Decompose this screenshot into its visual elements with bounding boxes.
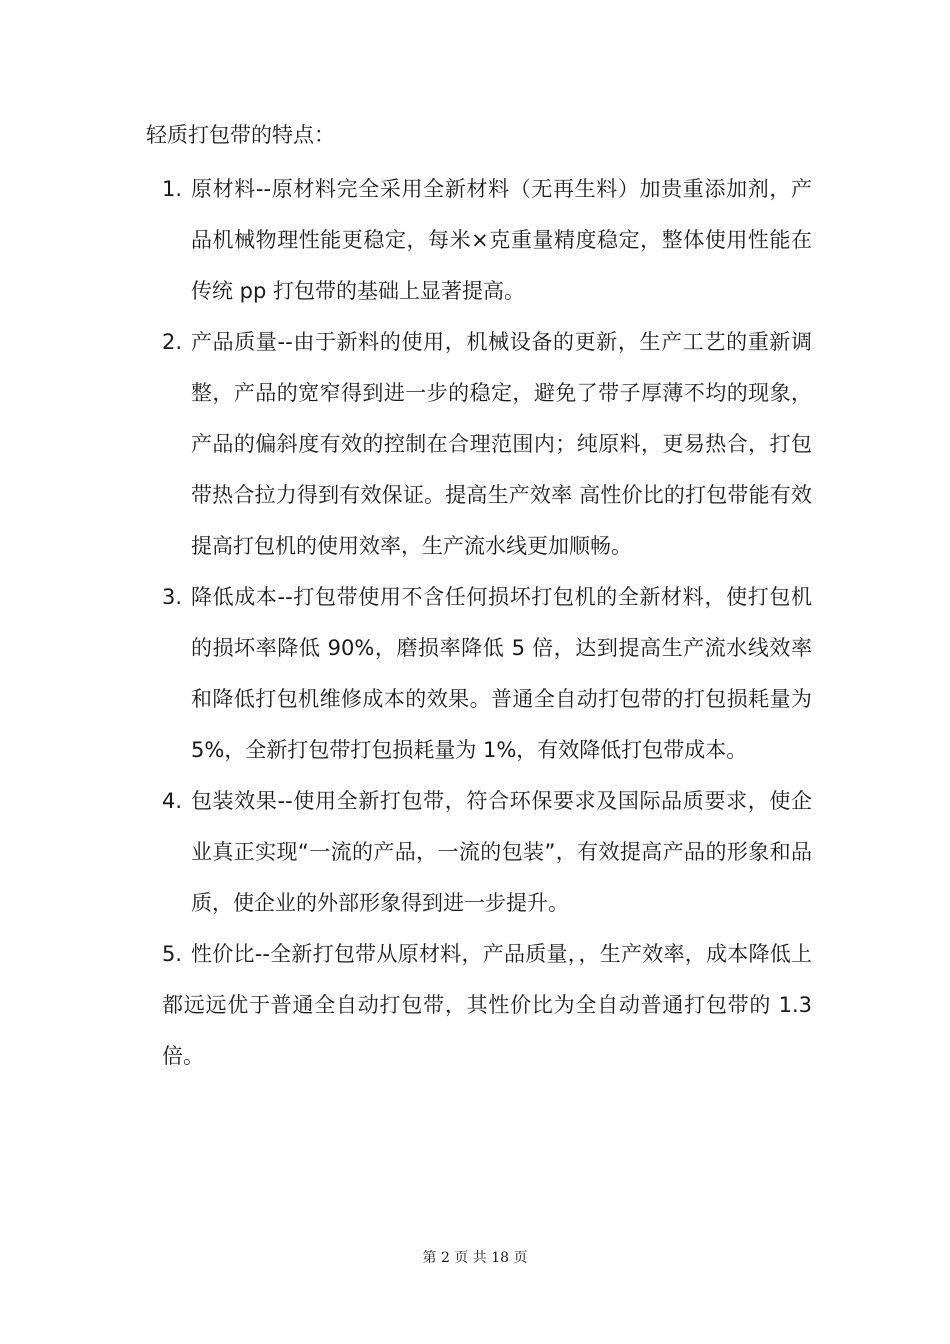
list-item-number: 2. <box>162 330 183 354</box>
list-item-number: 5. <box>162 942 183 966</box>
page-footer: 第 2 页 共 18 页 <box>422 1250 528 1266</box>
list-item-number: 1. <box>162 177 183 201</box>
list-item-text: 包装效果--使用全新打包带，符合环保要求及国际品质要求，使企业真正实现“一流的产品，一流的包装”，有效提高产品的形象和品质，使企业的外部形象得到进一步提升。 <box>191 789 812 915</box>
list-item-text: 降低成本--打包带使用不含任何损坏打包机的全新材料，使打包机的损坏率降低 90%，磨损率降低 5 倍，达到提高生产流水线效率和降低打包机维修成本的效果。普通全自动打包带的打包损耗量为 5%，全新打包带打包损耗量为 1%，有效降低打包带成本。 <box>191 585 812 762</box>
list-item-text: 性价比--全新打包带从原材料，产品质量，，生产效率，成本降低上都远远优于普通全自动打包带，其性价比为全自动普通打包带的 1.3 倍。 <box>162 942 812 1068</box>
list-item-text: 原材料--原材料完全采用全新材料（无再生料）加贵重添加剂，产品机械物理性能更稳定，每米×克重量精度稳定，整体使用性能在传统 pp 打包带的基础上显著提高。 <box>191 177 812 303</box>
list-item <box>162 317 812 572</box>
list-item-number: 4. <box>162 789 183 813</box>
list-item-number: 3. <box>162 585 183 609</box>
list-item <box>162 776 812 929</box>
list-item <box>162 164 812 317</box>
list-item <box>162 929 812 1082</box>
section-heading: 轻质打包带的特点： <box>146 123 335 147</box>
feature-list <box>162 164 812 1082</box>
list-item-text: 产品质量--由于新料的使用，机械设备的更新，生产工艺的重新调整，产品的宽窄得到进一步的稳定，避免了带子厚薄不均的现象，产品的偏斜度有效的控制在合理范围内；纯原料，更易热合，打包带热合拉力得到有效保证。提高生产效率 高性价比的打包带能有效提高打包机的使用效率，生产流水线更加顺畅。 <box>191 330 812 558</box>
list-item <box>162 572 812 776</box>
